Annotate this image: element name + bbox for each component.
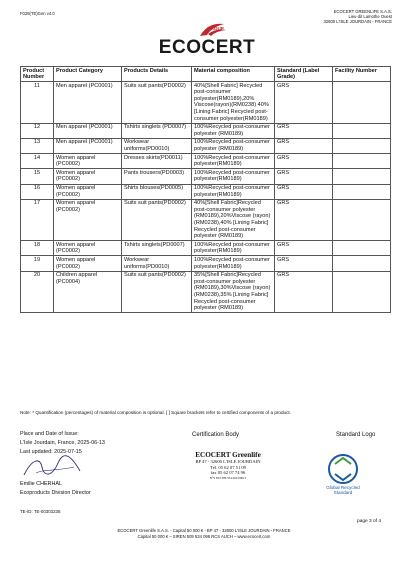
cell-product-category: Women apparel (PC0002) <box>54 199 122 241</box>
cell-product-number: 17 <box>21 199 54 241</box>
cell-product-category: Women apparel (PC0002) <box>54 169 122 184</box>
company-stamp <box>180 451 276 480</box>
cell-standard: GRS <box>275 184 333 199</box>
cell-facility-number <box>333 82 391 124</box>
table-row <box>21 256 391 271</box>
cell-product-number: 16 <box>21 184 54 199</box>
cell-material-composition: 40%[Shell Fabric] Recycled post-consumer polyester(RM0189),20% Viscose(rayon)(RM0238) 40%[Lining Fabric] Recycled post-consumer polyester(RM0189) <box>192 82 275 124</box>
table-header-row <box>21 67 391 82</box>
cell-standard: GRS <box>275 271 333 313</box>
cell-standard: GRS <box>275 241 333 256</box>
place-date-label: Place and Date of Issue: <box>20 431 79 437</box>
ecocert-logo <box>152 19 262 59</box>
grs-logo <box>317 452 369 504</box>
company-address-block <box>323 9 392 24</box>
cell-standard: GRS <box>275 256 333 271</box>
product-table <box>20 66 391 313</box>
cell-product-number: 11 <box>21 82 54 124</box>
cell-product-details: Workwear uniforms(PD0010) <box>122 138 192 153</box>
cell-product-category: Men apparel (PC0001) <box>54 123 122 138</box>
cell-material-composition: 100%Recycled post-consumer polyester(RM0189) <box>192 184 275 199</box>
cell-material-composition: 35%[Shell Fabric]Recycled post-consumer polyester (RM0189),30%Viscose (rayon)(RM0238),35% [Lining Fabric] Recycled post-consumer polyester (RM0189) <box>192 271 275 313</box>
cell-material-composition: 40%[Shell Fabric]Recycled post-consumer polyester (RM0189),20%Viscose (rayon)(RM0238),40% [Lining Fabric] Recycled post-consumer polyester (RM0189) <box>192 199 275 241</box>
form-code: F028(TE)Gen v4.0 <box>20 11 55 16</box>
cell-product-details: Tshirts singlets (PD0007) <box>122 123 192 138</box>
table-row <box>21 154 391 169</box>
cell-facility-number <box>333 123 391 138</box>
cell-material-composition: 100%Recycled post-consumer polyester(RM0189) <box>192 169 275 184</box>
cell-product-details: Suits suit pants(PD0002) <box>122 82 192 124</box>
certification-body-label: Certification Body <box>192 432 240 438</box>
company-address-line: 32600 L'ISLE JOURDAIN - FRANCE <box>323 19 392 24</box>
table-row <box>21 271 391 313</box>
cell-product-number: 12 <box>21 123 54 138</box>
cell-product-details: Suits suit pants(PD0002) <box>122 199 192 241</box>
cell-standard: GRS <box>275 199 333 241</box>
company-name: ECOCERT GREENLIFE S.A.S. <box>333 9 392 14</box>
cell-material-composition: 100%Recycled post-consumer polyester(RM0189) <box>192 154 275 169</box>
cell-material-composition: 100%Recycled post-consumer polyester (RM0189) <box>192 138 275 153</box>
company-address-line: Lieu-dit Lamothe Ouest <box>348 14 392 19</box>
cell-standard: GRS <box>275 138 333 153</box>
cell-facility-number <box>333 241 391 256</box>
stamp-company-name: ECOCERT Greenlife <box>195 451 261 459</box>
cell-material-composition: 100%Recycled post-consumer polyester(RM0189) <box>192 256 275 271</box>
standard-logo-label: Standard Logo <box>336 432 376 438</box>
table-row <box>21 82 391 124</box>
col-header-standard: Standard (Label Grade) <box>275 67 333 82</box>
cell-standard: GRS <box>275 123 333 138</box>
cell-product-details: Suits suit pants(PD0002) <box>122 271 192 313</box>
cell-product-category: Women apparel (PC0002) <box>54 241 122 256</box>
col-header-facility-number: Facility Number <box>333 67 391 82</box>
cell-facility-number <box>333 184 391 199</box>
cell-product-category: Women apparel (PC0002) <box>54 154 122 169</box>
cell-material-composition: 100%Recycled post-consumer polyester (RM0189) <box>192 123 275 138</box>
cell-material-composition: 100%Recycled post-consumer polyester(RM0189) <box>192 241 275 256</box>
col-header-product-category: Product Category <box>54 67 122 82</box>
table-row <box>21 241 391 256</box>
grs-logo-line: Global Recycled <box>326 485 360 490</box>
cell-product-details: Tshirts singlets(PD0007) <box>122 241 192 256</box>
grs-logo-line: Standard <box>333 490 353 496</box>
last-updated: Last updated: 2025-07-15 <box>20 449 82 455</box>
cell-standard: GRS <box>275 169 333 184</box>
cell-product-category: Men apparel (PC0001) <box>54 82 122 124</box>
logo-brand-text: ECOCERT <box>158 37 256 58</box>
cell-product-number: 19 <box>21 256 54 271</box>
cell-product-details: Pants trousers(PD0003) <box>122 169 192 184</box>
cell-product-number: 20 <box>21 271 54 313</box>
table-row <box>21 138 391 153</box>
cell-facility-number <box>333 154 391 169</box>
cell-product-details: Dresses skirts(PD0011) <box>122 154 192 169</box>
table-row <box>21 169 391 184</box>
signature-graphic <box>18 453 88 481</box>
col-header-product-number: Product Number <box>21 67 54 82</box>
cell-product-number: 13 <box>21 138 54 153</box>
table-footnote: Note: * Quantification (percentages) of material composition is optional. [ ] Square brackets refer to certified components of a product. <box>20 410 291 415</box>
cell-facility-number <box>333 169 391 184</box>
footer-line: Capital 50 000 € – SIREN 509 534 096 RCS AUCH – www.ecocert.com <box>137 534 271 539</box>
cell-facility-number <box>333 138 391 153</box>
signer-name: Emilie CHERHAL <box>20 481 62 487</box>
cell-facility-number <box>333 256 391 271</box>
col-header-products-details: Products Details <box>122 67 192 82</box>
table-row <box>21 199 391 241</box>
table-row <box>21 184 391 199</box>
stamp-phone: Tél. 05 62 07 51 09 <box>210 464 246 470</box>
stamp-fax: fax 05 62 07 74 96 <box>210 470 246 476</box>
cell-standard: GRS <box>275 82 333 124</box>
cell-product-category: Children apparel (PC0004) <box>54 271 122 313</box>
place-date-value: L'Isle Jourdain, France, 2025-06-13 <box>20 440 105 446</box>
cell-product-category: Women apparel (PC0002) <box>54 184 122 199</box>
recycle-globe-icon <box>317 452 369 486</box>
cell-product-number: 14 <box>21 154 54 169</box>
cell-product-category: Women apparel (PC0002) <box>54 256 122 271</box>
col-header-material-composition: Material composition <box>192 67 275 82</box>
page-number: page 3 of 4 <box>356 519 381 524</box>
logo-group-text: GROUP <box>207 26 224 31</box>
grs-logo-text <box>309 485 377 495</box>
cell-product-number: 15 <box>21 169 54 184</box>
cell-product-category: Men apparel (PC0001) <box>54 138 122 153</box>
table-row <box>21 123 391 138</box>
certificate-reference: TE-ID: TE-00303235 <box>20 509 61 514</box>
signer-title: Ecoproducts Division Director <box>20 490 91 496</box>
cell-product-details: Shirts blouses(PD0005) <box>122 184 192 199</box>
cell-standard: GRS <box>275 154 333 169</box>
stamp-registration: N°S 833 389 554 000 00013 <box>209 475 247 480</box>
footer-line: ECOCERT Greenlife S.A.S. - Capital 50 000 € - BP 47 - 32600 L'ISLE JOURDAIN - FRANCE <box>117 528 291 533</box>
cell-facility-number <box>333 199 391 241</box>
cell-product-details: Workwear uniforms(PD0010) <box>122 256 192 271</box>
stamp-address: BP 47 - 32600 L'ISLE JOURDAIN <box>195 459 261 464</box>
cell-product-number: 18 <box>21 241 54 256</box>
cell-facility-number <box>333 271 391 313</box>
